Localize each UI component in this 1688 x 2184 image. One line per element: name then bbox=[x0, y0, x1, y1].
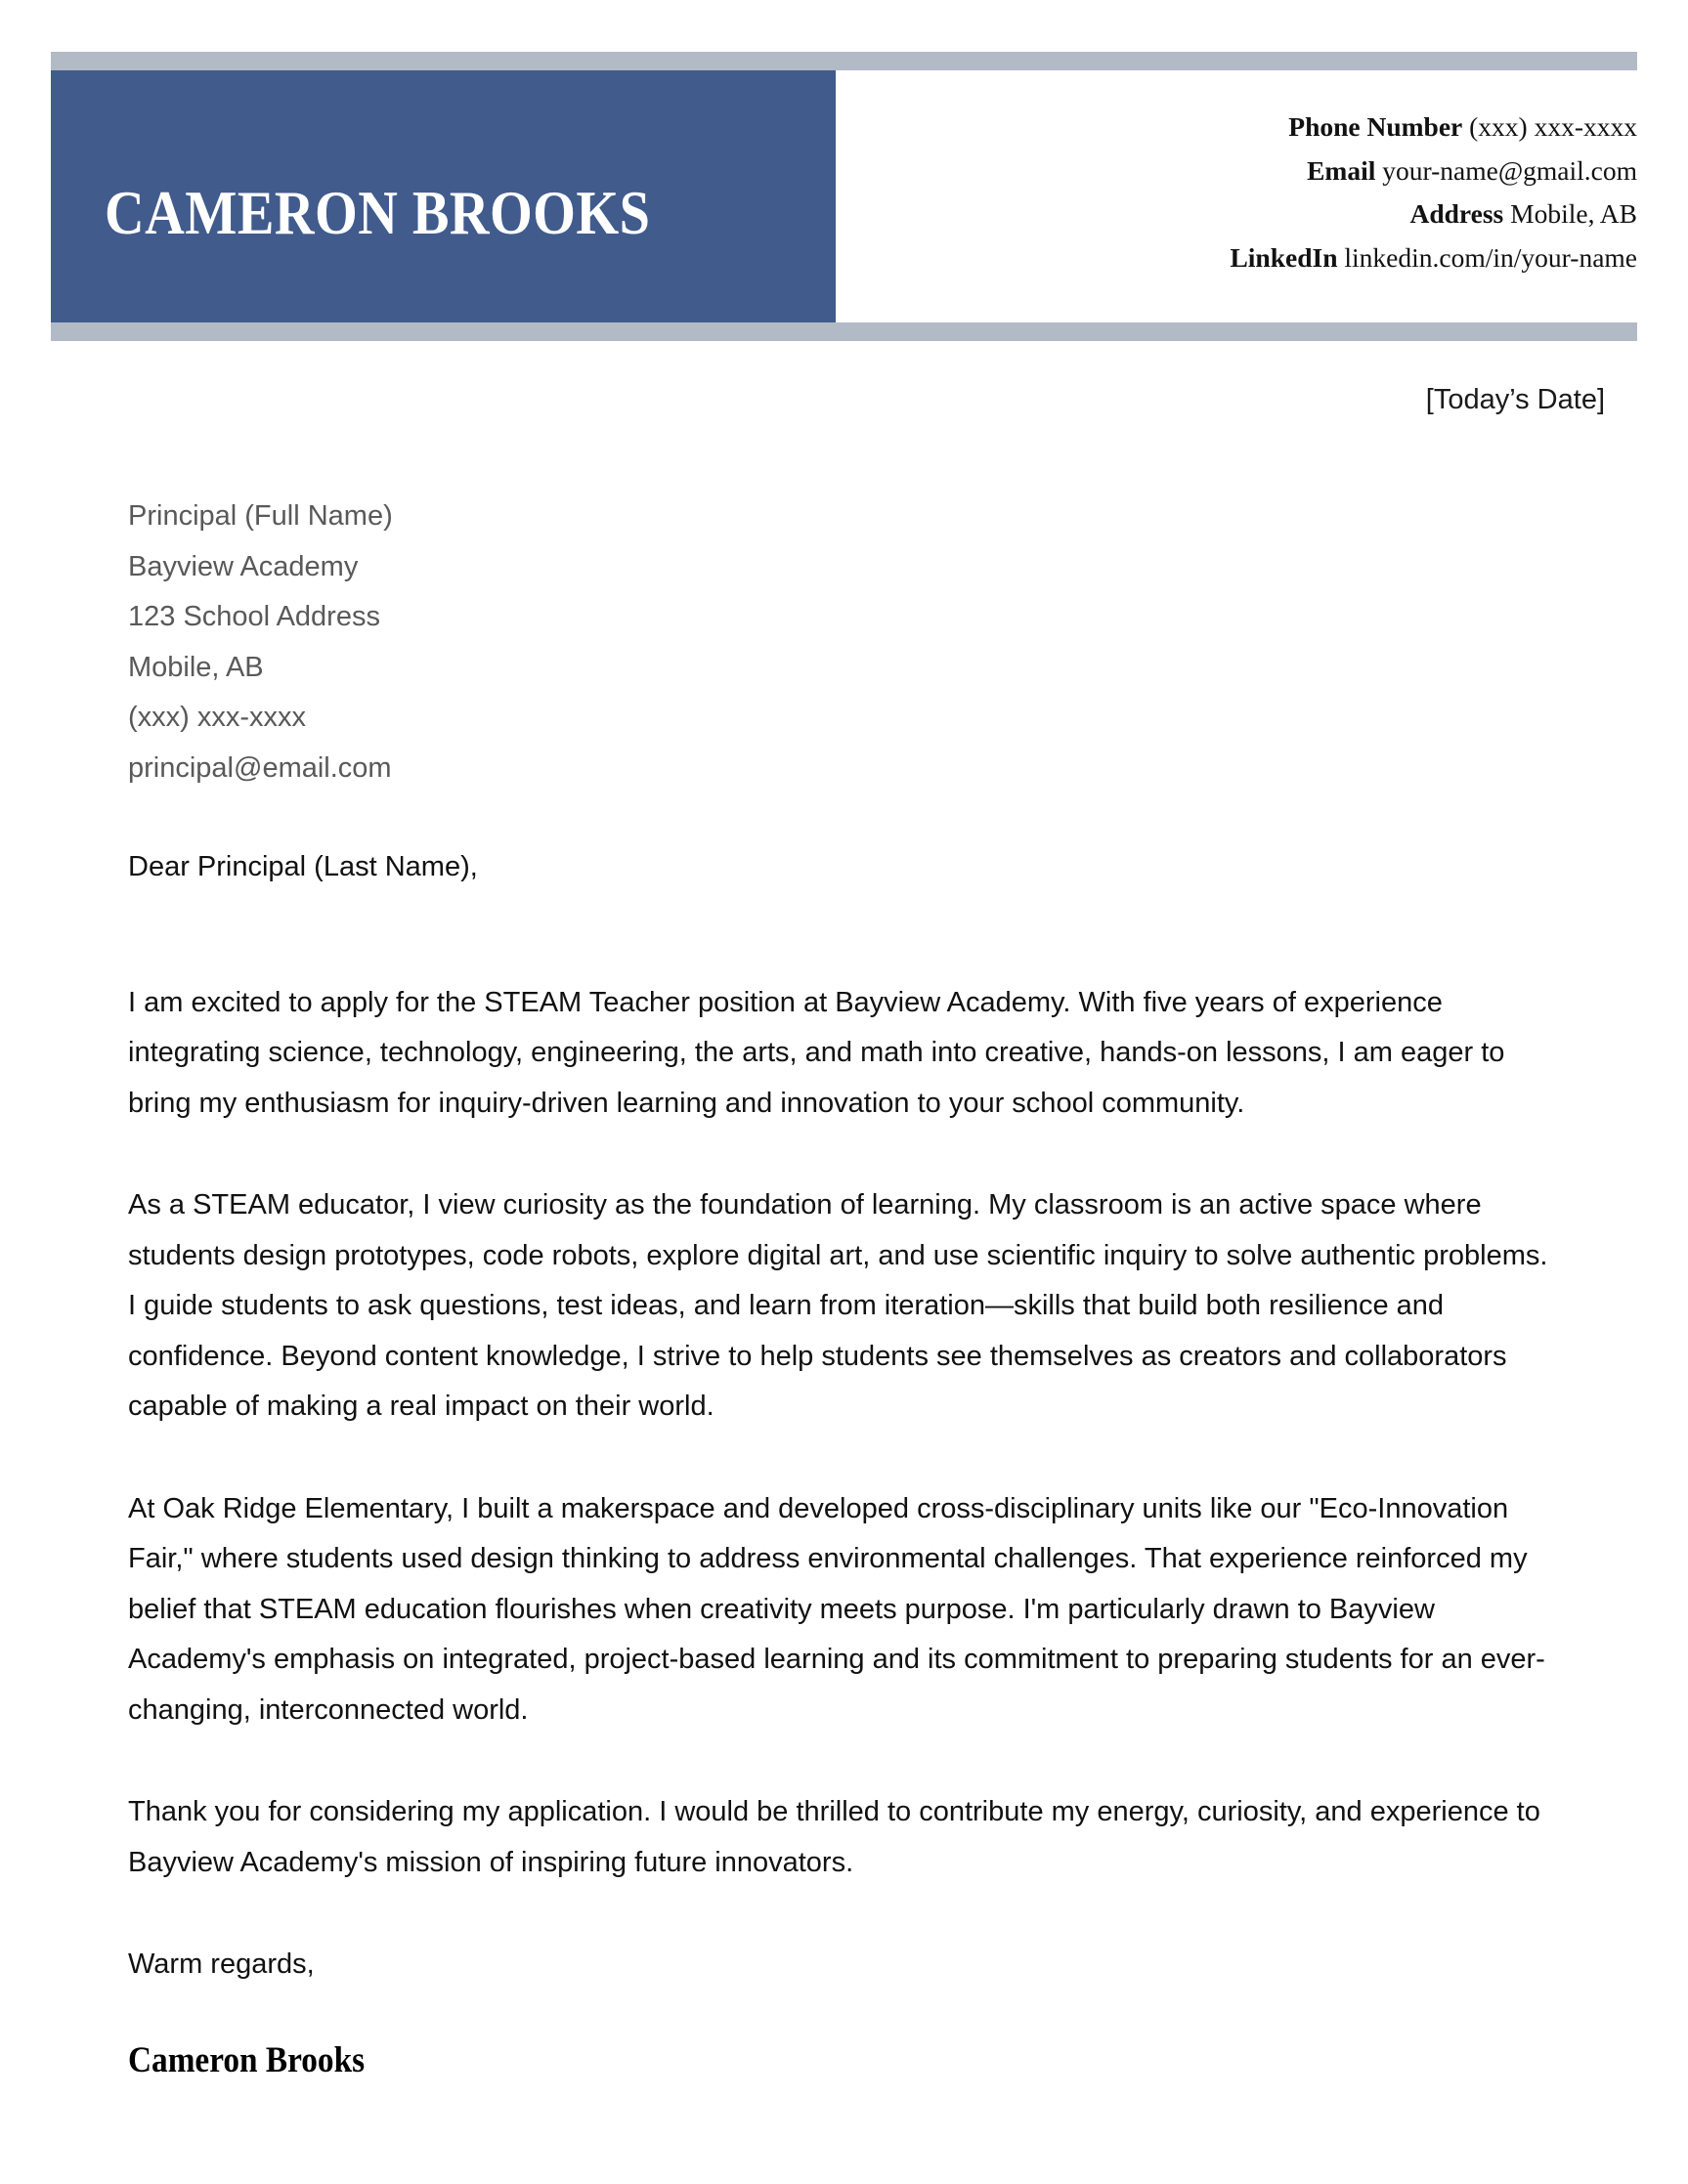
letter-date: [Today’s Date] bbox=[1425, 384, 1605, 415]
contact-linkedin-label: LinkedIn bbox=[1230, 241, 1338, 273]
contact-linkedin bbox=[894, 236, 1637, 280]
letter-body bbox=[128, 842, 1560, 2080]
name-banner bbox=[51, 70, 836, 322]
contact-phone-label: Phone Number bbox=[1288, 111, 1463, 142]
contact-linkedin-value: linkedin.com/in/your-name bbox=[1344, 241, 1637, 273]
body-paragraph-4: Thank you for considering my application. I would be thrilled to contribute my energy, curiosity, and experience to Bayview Academy's mission of inspiring future innovators. bbox=[128, 1796, 1540, 1878]
contact-email-label: Email bbox=[1307, 154, 1376, 186]
contact-details bbox=[894, 106, 1637, 279]
contact-address-label: Address bbox=[1409, 198, 1504, 230]
contact-address-value: Mobile, AB bbox=[1510, 198, 1637, 230]
letterhead-header bbox=[0, 0, 1688, 352]
recipient-address-block bbox=[128, 492, 393, 793]
recipient-line-phone: (xxx) xxx-xxxx bbox=[128, 702, 307, 733]
signature-name: Cameron Brooks bbox=[128, 2039, 366, 2080]
recipient-line-email: principal@email.com bbox=[128, 751, 392, 784]
contact-email bbox=[894, 150, 1637, 193]
closing-salutation: Warm regards, bbox=[128, 1948, 315, 1980]
recipient-line-name: Principal (Full Name) bbox=[128, 500, 393, 532]
recipient-line-organization: Bayview Academy bbox=[128, 550, 359, 582]
recipient-line-city: Mobile, AB bbox=[128, 651, 264, 683]
body-paragraph-1: I am excited to apply for the STEAM Teacher position at Bayview Academy. With five years of experience integrating science, technology, engineering, the arts, and math into creative, hands-on lessons, I am eager to bring my enthusiasm for inquiry-driven learning and innovation to your school community. bbox=[128, 986, 1505, 1119]
header-bottom-accent-bar bbox=[51, 322, 1637, 341]
body-paragraph-2: As a STEAM educator, I view curiosity as the foundation of learning. My classroom is an active space where students design prototypes, code robots, explore digital art, and use scientific inquiry to solve authentic problems. I guide students to ask questions, test ideas, and learn from iteration—skills that build both resilience and confidence. Beyond content knowledge, I strive to help students see themselves as creators and collaborators capable of making a real impact on their world. bbox=[128, 1189, 1548, 1422]
recipient-line-street: 123 School Address bbox=[128, 601, 380, 632]
header-top-accent-bar bbox=[51, 52, 1637, 70]
salutation: Dear Principal (Last Name), bbox=[128, 851, 478, 882]
body-paragraph-3: At Oak Ridge Elementary, I built a makerspace and developed cross-disciplinary units like our "Eco-Innovation Fair," where students used design thinking to address environmental challenges. That experience reinforced my belief that STEAM education flourishes when creativity meets purpose. I'm particularly drawn to Bayview Academy's emphasis on integrated, project-based learning and its commitment to preparing students for an ever-changing, interconnected world. bbox=[128, 1492, 1545, 1726]
contact-email-value: your-name@gmail.com bbox=[1382, 154, 1637, 186]
applicant-name: CAMERON BROOKS bbox=[105, 178, 651, 247]
contact-phone bbox=[894, 106, 1637, 150]
contact-address bbox=[894, 193, 1637, 236]
contact-phone-value: (xxx) xxx-xxxx bbox=[1469, 111, 1637, 142]
